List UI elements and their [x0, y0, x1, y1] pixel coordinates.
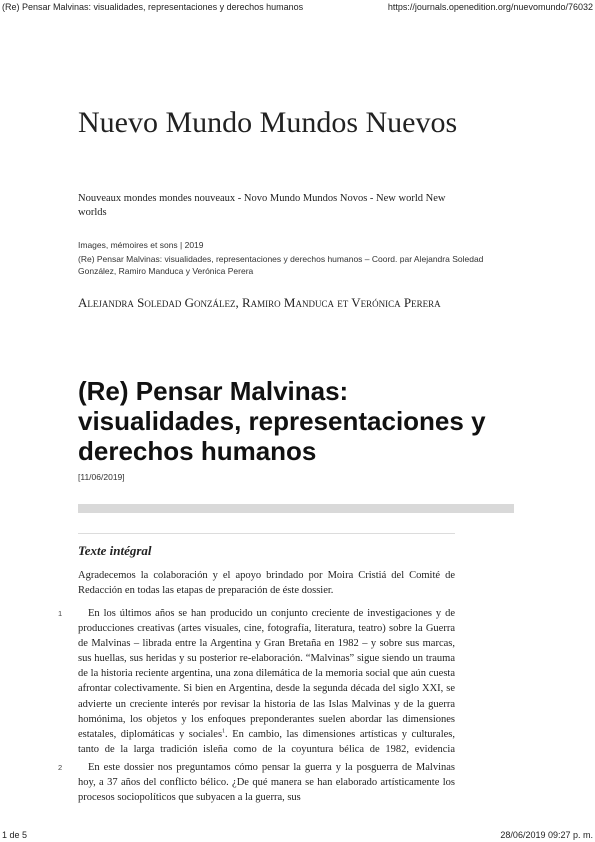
journal-title[interactable]: Nuevo Mundo Mundos Nuevos: [78, 106, 458, 139]
acknowledgement-paragraph: Agradecemos la colaboración y el apoyo brindado por Moira Cristiá del Comité de Redacción en todas las etapas de preparación de éste dossier.: [78, 570, 455, 597]
full-text-heading: Texte intégral: [78, 543, 152, 558]
article-authors[interactable]: Alejandra Soledad González, Ramiro Manduca et Verónica Perera: [78, 295, 441, 310]
divider: [78, 533, 455, 534]
paragraph-number: 2: [58, 763, 63, 772]
journal-subtitle: Nouveaux mondes mondes nouveaux - Novo Mundo Mundos Novos - New world New worlds: [78, 193, 446, 218]
breadcrumb-section[interactable]: Images, mémoires et sons | 2019: [78, 240, 204, 250]
print-footer: [0, 830, 595, 842]
article-toolbar-bar: [78, 504, 514, 513]
article-date: [11/06/2019]: [78, 472, 125, 482]
print-header: [0, 2, 595, 14]
paragraph-number: 1: [58, 609, 63, 618]
print-url: https://journals.openedition.org/nuevomundo/76032: [387, 2, 593, 12]
breadcrumb-issue[interactable]: (Re) Pensar Malvinas: visualidades, representaciones y derechos humanos – Coord. par Alejandra Soledad González, Ramiro Manduca y Verónica Perera: [78, 254, 484, 276]
print-page-count: 1 de 5: [2, 830, 28, 840]
body-paragraph: En este dossier nos preguntamos cómo pensar la guerra y la posguerra de Malvinas hoy, a 37 años del conflicto bélico. ¿De qué manera se han elaborado artísticamente los procesos sociopolíticos que subyacen a la guerra, sus: [78, 762, 455, 804]
paragraph-text-continued: . En cambio, las dimensiones artísticas y culturales, tanto de la larga tradición isleña como de la coyuntura bélica de 1982, evidencia: [78, 728, 455, 755]
print-page-title: (Re) Pensar Malvinas: visualidades, representaciones y derechos humanos: [2, 2, 304, 12]
paragraph-text: En los últimos años se han producido un conjunto creciente de investigaciones y de producciones creativas (artes visuales, cine, fotografía, literatura, teatro) sobre la Guerra de Malvinas – librada entre la Argentina y Gran Bretaña en 1982 – y sobre sus marcas, sus huellas, sus heridas y su posterior re-elaboración. “Malvinas” sigue siendo un trauma de la historia reciente argentina, una zona dilemática de la memoria social que aún cuesta afrontar colectivamente. Si bien en Argentina, desde la segunda década del siglo XXI, se advierte un creciente interés por revisar la historia de las Islas Malvinas y de la guerra homónima, los objetos y los enfoques preponderantes suelen abordar las dimensiones estatales, diplomáticas y sociales: [78, 608, 455, 740]
print-datetime: 28/06/2019 09:27 p. m.: [500, 830, 593, 840]
article-title: (Re) Pensar Malvinas: visualidades, representaciones y derechos humanos: [78, 376, 486, 466]
body-paragraph: [78, 606, 455, 760]
footnote-link[interactable]: 1: [222, 728, 226, 735]
